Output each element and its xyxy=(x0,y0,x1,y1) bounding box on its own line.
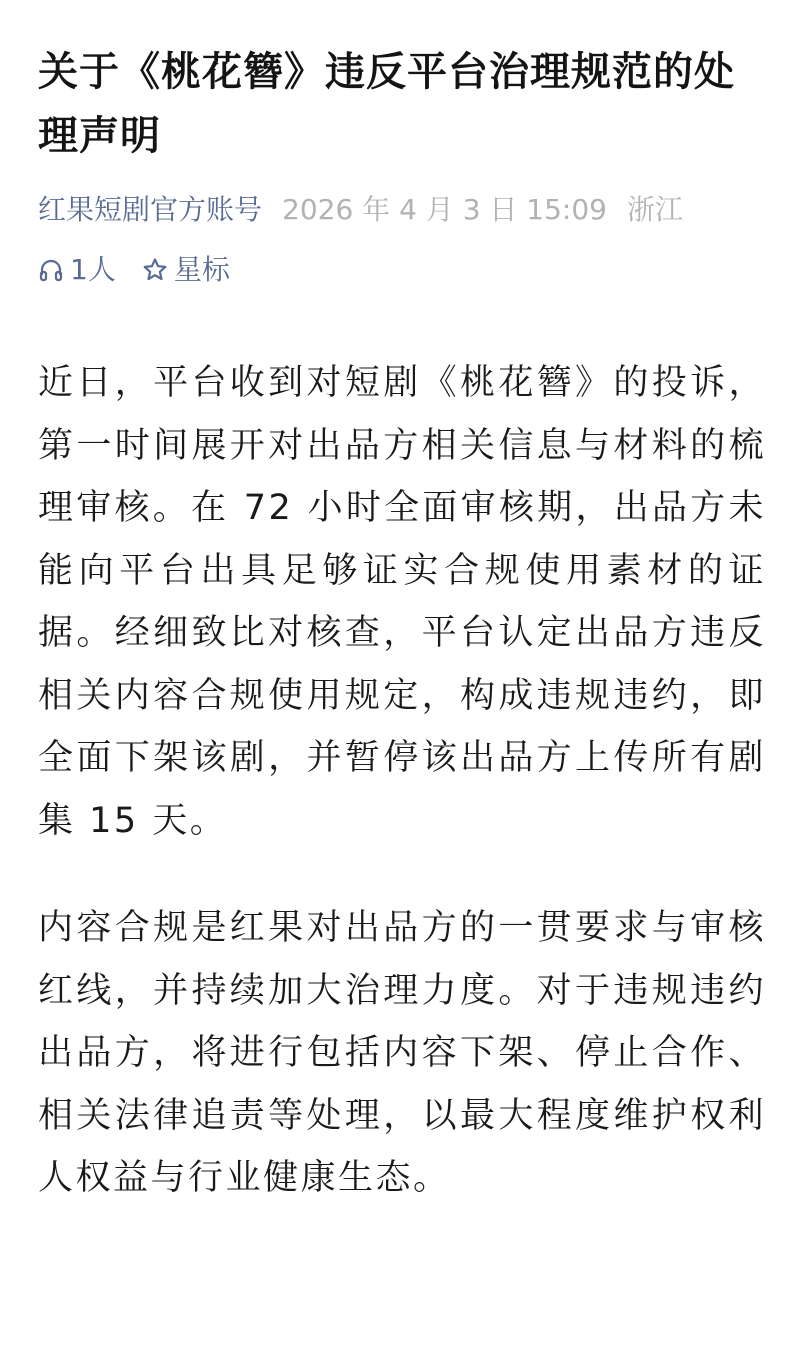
article-body xyxy=(38,352,766,1210)
headphones-icon xyxy=(38,257,70,283)
article xyxy=(38,40,766,1210)
listen-count: 1人 xyxy=(70,253,116,286)
paragraph: 内容合规是红果对出品方的一贯要求与审核红线，并持续加大治理力度。对于违规违约出品方，将进行包括内容下架、停止合作、相关法律追责等处理，以最大程度维护权利人权益与行业健康生态。 xyxy=(38,908,766,1198)
listen-button[interactable] xyxy=(38,250,116,290)
article-title: 关于《桃花簪》违反平台治理规范的处理声明 xyxy=(38,49,735,159)
paragraph: 近日，平台收到对短剧《桃花簪》的投诉，第一时间展开对出品方相关信息与材料的梳理审核。在 72 小时全面审核期，出品方未能向平台出具足够证实合规使用素材的证据。经细致比对核查，平台认定出品方违反相关内容合规使用规定，构成违规违约，即全面下架该剧，并暂停该出品方上传所有剧集 15 天。 xyxy=(38,363,766,841)
star-button[interactable] xyxy=(142,250,230,290)
account-name-link[interactable]: 红果短剧官方账号 xyxy=(38,193,263,226)
article-actions xyxy=(38,250,766,290)
publish-region: 浙江 xyxy=(627,193,684,226)
article-meta xyxy=(38,190,766,230)
star-icon xyxy=(142,257,174,283)
star-label: 星标 xyxy=(173,253,230,286)
publish-time: 2026 年 4 月 3 日 15:09 xyxy=(282,193,607,226)
